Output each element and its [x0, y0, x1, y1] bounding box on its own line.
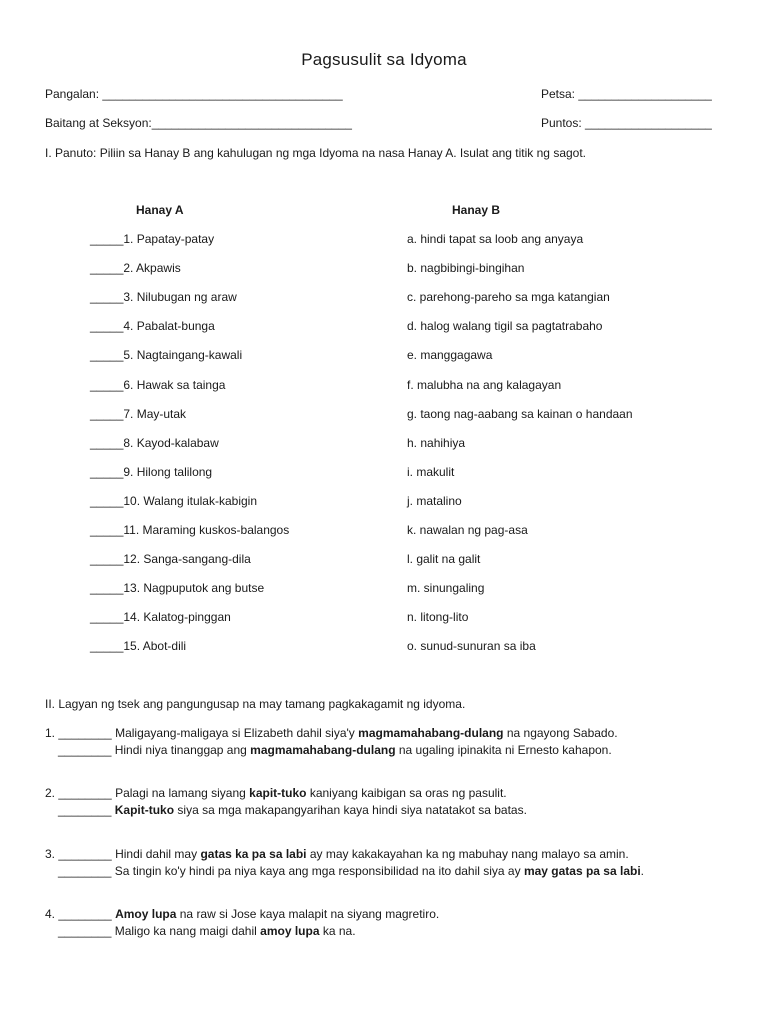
column-a-item: _____2. Akpawis	[90, 261, 181, 276]
column-b-item: a. hindi tapat sa loob ang anyaya	[407, 232, 584, 246]
column-a-item: _____7. May-utak	[90, 406, 187, 421]
column-b-heading: Hanay B	[452, 203, 501, 217]
column-a-heading: Hanay A	[136, 203, 184, 217]
column-a-item: _____8. Kayod-kalabaw	[90, 435, 219, 450]
page-title: Pagsusulit sa Idyoma	[301, 50, 467, 69]
column-b-item: n. litong-lito	[407, 610, 469, 625]
score-field-label: Puntos: ___________________	[541, 116, 712, 130]
column-b-item: k. nawalan ng pag-asa	[407, 523, 528, 537]
idiom-highlight: kapit-tuko	[249, 786, 307, 800]
column-a-item: _____5. Nagtaingang-kawali	[90, 348, 243, 363]
sentence-text: ________ Sa tingin ko'y hindi pa niya kaya ang mga responsibilidad na ito dahil siya ay	[58, 864, 524, 878]
part2-sentence-line	[45, 847, 629, 861]
column-b-item: o. sunud-sunuran sa iba	[407, 639, 536, 654]
column-a-item: _____13. Nagpuputok ang butse	[90, 581, 265, 596]
column-b-item: m. sinungaling	[407, 581, 485, 596]
part1-instruction: I. Panuto: Piliin sa Hanay B ang kahulugan ng mga Idyoma na nasa Hanay A. Isulat ang titik ng sagot.	[45, 146, 587, 160]
sentence-text: ________ Hindi niya tinanggap ang	[58, 743, 251, 757]
grade-section-field-label: Baitang at Seksyon:______________________________	[45, 116, 352, 130]
idiom-highlight: gatas ka pa sa labi	[200, 847, 307, 861]
column-b-item: d. halog walang tigil sa pagtatrabaho	[407, 319, 603, 334]
part2-sentence-line	[58, 924, 356, 938]
column-b-item: c. parehong-pareho sa mga katangian	[407, 290, 610, 305]
part2-instruction: II. Lagyan ng tsek ang pangungusap na may tamang pagkakagamit ng idyoma.	[45, 697, 466, 711]
date-field-label: Petsa: ____________________	[541, 87, 712, 101]
sentence-text: 4. ________	[45, 907, 116, 921]
column-a-item: _____6. Hawak sa tainga	[90, 377, 226, 392]
sentence-text: na ngayong Sabado.	[503, 726, 618, 740]
sentence-text: ka na.	[319, 924, 356, 938]
idiom-highlight: magmamahabang-dulang	[250, 743, 396, 757]
idiom-highlight: amoy lupa	[260, 924, 320, 938]
part2-sentence-line	[45, 907, 439, 921]
column-b-item: g. taong nag-aabang sa kainan o handaan	[407, 406, 633, 421]
sentence-text: na raw si Jose kaya malapit na siyang magretiro.	[176, 907, 440, 921]
column-b-item: l. galit na galit	[407, 552, 481, 567]
column-b-item: h. nahihiya	[407, 435, 466, 450]
part2-sentence-line	[58, 803, 527, 817]
column-a-item: _____10. Walang itulak-kabigin	[90, 493, 257, 508]
column-a-item: _____15. Abot-dili	[90, 639, 187, 654]
name-field-label: Pangalan: ____________________________________	[45, 87, 343, 101]
idiom-highlight: Amoy lupa	[115, 907, 177, 921]
column-a-item: _____4. Pabalat-bunga	[90, 319, 215, 334]
part2-sentence-line	[58, 864, 644, 878]
sentence-text: siya sa mga makapangyarihan kaya hindi siya natatakot sa batas.	[174, 803, 527, 817]
part2-sentence-line	[45, 786, 507, 800]
column-b-item: j. matalino	[407, 493, 462, 508]
sentence-text: 1. ________ Maligayang-maligaya si Elizabeth dahil siya'y	[45, 726, 359, 740]
sentence-text: ________	[58, 803, 115, 817]
part2-sentence-line	[45, 726, 618, 740]
sentence-text: ay may kakakayahan ka ng mabuhay nang malayo sa amin.	[306, 847, 629, 861]
column-a-item: _____1. Papatay-patay	[90, 232, 215, 246]
column-b-item: b. nagbibingi-bingihan	[407, 261, 525, 276]
column-b-item: i. makulit	[407, 464, 455, 479]
column-b-item: f. malubha na ang kalagayan	[407, 377, 562, 392]
column-a-item: _____9. Hilong talilong	[90, 464, 213, 479]
sentence-text: na ugaling ipinakita ni Ernesto kahapon.	[395, 743, 612, 757]
column-a-item: _____12. Sanga-sangang-dila	[90, 552, 251, 567]
sentence-text: kaniyang kaibigan sa oras ng pasulit.	[306, 786, 507, 800]
sentence-text: 2. ________ Palagi na lamang siyang	[45, 786, 250, 800]
idiom-highlight: may gatas pa sa labi	[523, 864, 641, 878]
sentence-text: 3. ________ Hindi dahil may	[45, 847, 201, 861]
idiom-highlight: magmamahabang-dulang	[358, 726, 504, 740]
sentence-text: ________ Maligo ka nang maigi dahil	[58, 924, 261, 938]
part2-sentence-line	[58, 743, 612, 757]
column-a-item: _____11. Maraming kuskos-balangos	[90, 523, 290, 537]
sentence-text: .	[640, 864, 645, 878]
idiom-highlight: Kapit-tuko	[114, 803, 175, 817]
column-a-item: _____14. Kalatog-pinggan	[90, 610, 231, 625]
column-b-item: e. manggagawa	[407, 348, 493, 363]
column-a-item: _____3. Nilubugan ng araw	[90, 290, 237, 305]
